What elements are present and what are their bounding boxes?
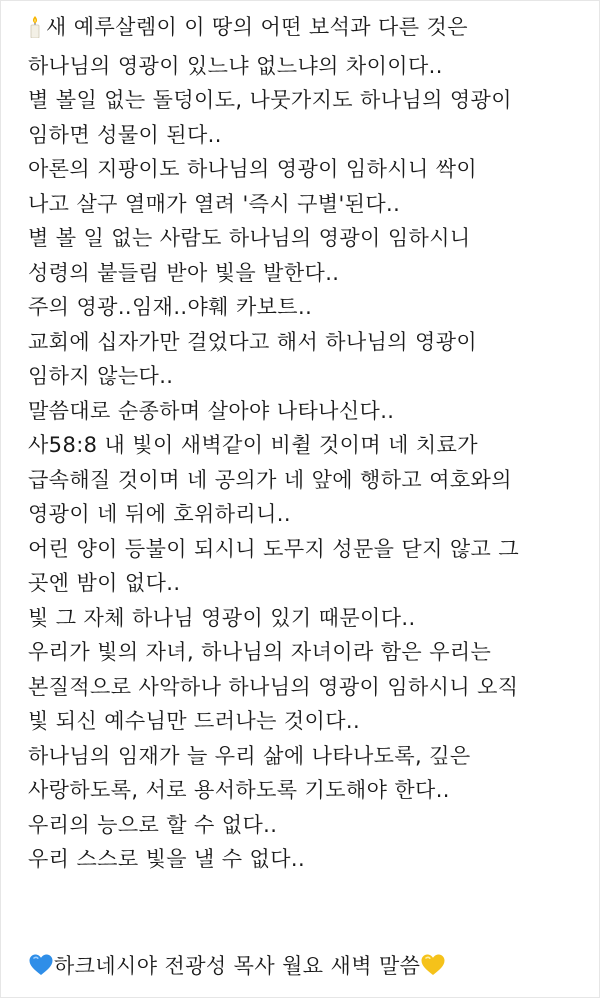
blue-heart-icon [28,953,54,985]
candle-icon [28,14,42,49]
note-line-19: 우리가 빛의 자녀, 하나님의 자녀이라 함은 우리는 [28,640,492,664]
note-line-7: 별 볼 일 없는 사람도 하나님의 영광이 임하시니 [28,226,471,250]
note-line-6: 나고 살구 열매가 열려 '즉시 구별'된다.. [28,191,401,216]
note-line-13: 사58:8 내 빛이 새벽같이 비췰 것이며 네 치료가 [28,433,478,457]
signature-line [28,951,446,985]
sermon-note [28,10,588,877]
note-line-20: 본질적으로 사악하나 하나님의 영광이 임하시니 오직 [28,674,519,699]
note-line-5: 아론의 지팡이도 하나님의 영광이 임하시니 싹이 [28,157,478,181]
signature-text: 하크네시야 전광성 목사 월요 새벽 말씀 [54,954,421,978]
note-line-3: 별 볼일 없는 돌덩이도, 나뭇가지도 하나님의 영광이 [28,88,512,112]
note-line-25: 우리 스스로 빛을 낼 수 없다.. [28,847,306,871]
note-line-15: 영광이 네 뒤에 호위하리니.. [28,502,291,526]
note-line-14: 급속해질 것이며 네 공의가 네 앞에 행하고 여호와의 [28,467,512,492]
note-line-8: 성령의 붙들림 받아 빛을 발한다.. [28,260,340,285]
yellow-heart-icon [420,953,446,985]
note-line-10: 교회에 십자가만 걸었다고 해서 하나님의 영광이 [28,329,478,354]
note-line-16: 어린 양이 등불이 되시니 도무지 성문을 닫지 않고 그 [28,536,520,561]
note-line-24: 우리의 능으로 할 수 없다.. [28,812,278,837]
note-line-1: 새 예루살렘이 이 땅의 어떤 보석과 다른 것은 [28,10,588,49]
note-line-23: 사랑하도록, 서로 용서하도록 기도해야 한다.. [28,778,450,802]
note-line-12: 말씀대로 순종하며 살아야 나타나신다.. [28,398,395,423]
note-line-21: 빛 되신 예수님만 드러나는 것이다.. [28,709,361,733]
note-line-18: 빛 그 자체 하나님 영광이 있기 때문이다.. [28,605,416,630]
note-line-17: 곳엔 밤이 없다.. [28,571,181,595]
note-line-2: 하나님의 영광이 있느냐 없느냐의 차이이다.. [28,53,443,78]
note-line-4: 임하면 성물이 된다.. [28,122,222,147]
note-line-11: 임하지 않는다.. [28,364,174,388]
note-line-9: 주의 영광..임재..야훼 카보트.. [28,295,313,319]
note-line-22: 하나님의 임재가 늘 우리 삶에 나타나도록, 깊은 [28,743,471,768]
